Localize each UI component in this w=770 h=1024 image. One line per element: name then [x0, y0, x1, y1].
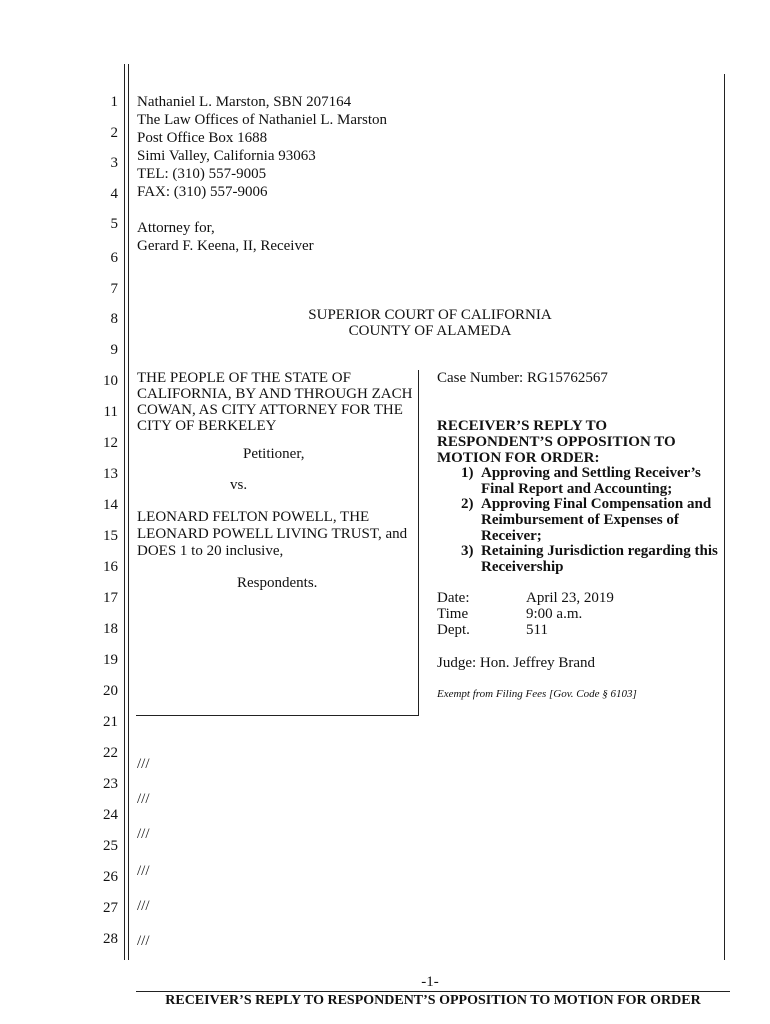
caption-divider-horizontal: [136, 715, 419, 716]
order-number: 2): [461, 496, 474, 512]
continuation-slash: ///: [137, 933, 150, 949]
attorney-for-client: Gerard F. Keena, II, Receiver: [137, 238, 314, 254]
line-number: 5: [110, 216, 118, 232]
line-number: 11: [103, 404, 118, 420]
order-text: Final Report and Accounting;: [481, 481, 673, 497]
order-text: Receivership: [481, 559, 564, 575]
hearing-label: Dept.: [437, 622, 470, 638]
continuation-slash: ///: [137, 898, 150, 914]
continuation-slash: ///: [137, 826, 150, 842]
document-title: MOTION FOR ORDER:: [437, 450, 600, 466]
footer-rule: [136, 991, 730, 992]
line-number: 24: [103, 807, 118, 823]
respondent-line: DOES 1 to 20 inclusive,: [137, 543, 284, 559]
hearing-value: 9:00 a.m.: [526, 606, 583, 622]
line-number: 27: [103, 900, 118, 916]
line-number: 2: [110, 125, 118, 141]
line-number: 19: [103, 652, 118, 668]
hearing-label: Time: [437, 606, 469, 622]
line-number: 1: [110, 94, 118, 110]
line-number: 10: [103, 373, 118, 389]
line-number: 12: [103, 435, 118, 451]
line-number: 20: [103, 683, 118, 699]
line-number: 23: [103, 776, 118, 792]
order-text: Reimbursement of Expenses of: [481, 512, 679, 528]
petitioner-line: COWAN, AS CITY ATTORNEY FOR THE: [137, 402, 403, 418]
respondent-line: LEONARD FELTON POWELL, THE: [137, 509, 370, 525]
city-state-zip: Simi Valley, California 93063: [137, 148, 316, 164]
line-number: 14: [103, 497, 118, 513]
order-number: 3): [461, 543, 474, 559]
line-number: 3: [110, 155, 118, 171]
attorney-for-label: Attorney for,: [137, 220, 215, 236]
po-box: Post Office Box 1688: [137, 130, 268, 146]
fax: FAX: (310) 557-9006: [137, 184, 268, 200]
law-office: The Law Offices of Nathaniel L. Marston: [137, 112, 388, 128]
left-margin-rule-inner: [128, 64, 129, 960]
line-number: 9: [110, 342, 118, 358]
line-number: 15: [103, 528, 118, 544]
line-number: 28: [103, 931, 118, 947]
page-number: -1-: [421, 974, 439, 990]
line-number: 6: [110, 250, 118, 266]
petitioner-label: Petitioner,: [243, 446, 305, 462]
line-number: 16: [103, 559, 118, 575]
line-number: 18: [103, 621, 118, 637]
right-margin-rule: [724, 74, 725, 960]
line-number: 25: [103, 838, 118, 854]
judge-line: Judge: Hon. Jeffrey Brand: [437, 655, 596, 671]
order-text: Retaining Jurisdiction regarding this: [481, 543, 718, 559]
document-title: RESPONDENT’S OPPOSITION TO: [437, 434, 676, 450]
left-margin-rule-outer: [124, 64, 125, 960]
petitioner-line: THE PEOPLE OF THE STATE OF: [137, 370, 351, 386]
order-text: Approving Final Compensation and: [481, 496, 712, 512]
line-number: 13: [103, 466, 118, 482]
hearing-value: April 23, 2019: [526, 590, 614, 606]
document-title: RECEIVER’S REPLY TO: [437, 418, 608, 434]
court-name: SUPERIOR COURT OF CALIFORNIA: [308, 307, 552, 323]
line-number: 7: [110, 281, 118, 297]
filing-fee-exemption: Exempt from Filing Fees [Gov. Code § 6103]: [437, 688, 637, 700]
line-number: 22: [103, 745, 118, 761]
order-number: 1): [461, 465, 474, 481]
caption-divider-vertical: [418, 370, 419, 716]
hearing-value: 511: [526, 622, 548, 638]
case-number: Case Number: RG15762567: [437, 370, 608, 386]
line-number: 26: [103, 869, 118, 885]
continuation-slash: ///: [137, 791, 150, 807]
continuation-slash: ///: [137, 863, 150, 879]
line-number: 21: [103, 714, 118, 730]
versus-label: vs.: [230, 477, 248, 493]
footer-title: RECEIVER’S REPLY TO RESPONDENT’S OPPOSITION TO MOTION FOR ORDER: [165, 993, 701, 1008]
petitioner-line: CALIFORNIA, BY AND THROUGH ZACH: [137, 386, 413, 402]
order-text: Approving and Settling Receiver’s: [481, 465, 701, 481]
line-number: 4: [110, 186, 118, 202]
continuation-slash: ///: [137, 756, 150, 772]
order-text: Receiver;: [481, 528, 542, 544]
line-number: 8: [110, 311, 118, 327]
respondent-line: LEONARD POWELL LIVING TRUST, and: [137, 526, 408, 542]
respondent-label: Respondents.: [237, 575, 318, 591]
telephone: TEL: (310) 557-9005: [137, 166, 267, 182]
attorney-name: Nathaniel L. Marston, SBN 207164: [137, 94, 352, 110]
court-county: COUNTY OF ALAMEDA: [348, 323, 512, 339]
hearing-label: Date:: [437, 590, 470, 606]
line-number: 17: [103, 590, 118, 606]
petitioner-line: CITY OF BERKELEY: [137, 418, 277, 434]
